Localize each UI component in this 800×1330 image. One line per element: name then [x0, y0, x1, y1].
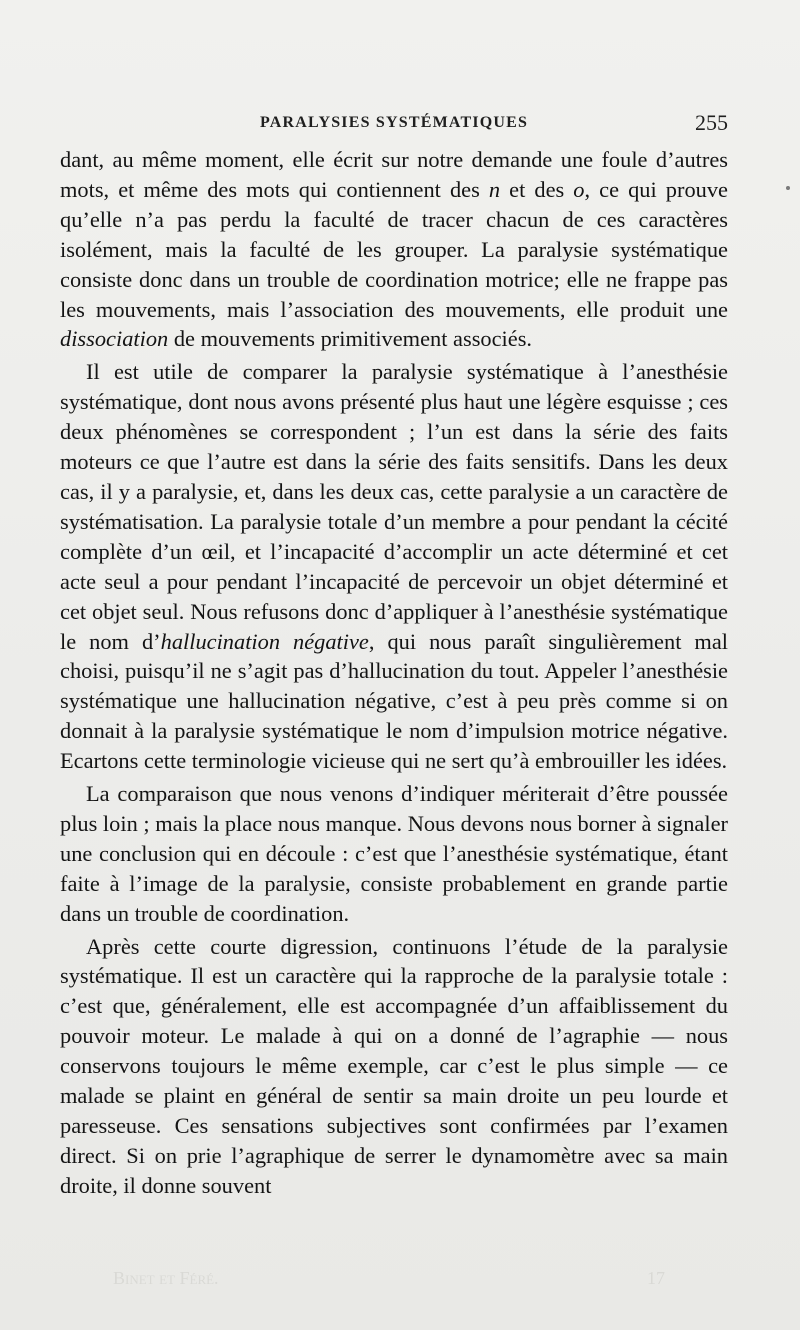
paragraph-2	[60, 357, 728, 776]
italic-letter-o: o	[573, 176, 585, 202]
paragraph-1-part-b: et des	[500, 176, 574, 202]
bleed-through-signature	[105, 1268, 665, 1290]
paragraph-4: Après cette courte digression, continuons l’étude de la paralysie systématique. Il est un caractère qui la rapproche de la paralysie totale : c’est que, généralement, elle est accompagnée d’un affaiblissement du pouvoir moteur. Le malade à qui on a donné de l’agraphie — nous conservons toujours le même exemple, car c’est le plus simple — ce malade se plaint en général de sentir sa main droite un peu lourde et paresseuse. Ces sensations subjectives sont confirmées par l’examen direct. Si on prie l’agraphique de serrer le dynamomètre avec sa main droite, il donne souvent	[60, 933, 728, 1198]
italic-letter-n: n	[488, 176, 501, 202]
page-header	[60, 110, 728, 140]
paragraph-2-part-b: , qui nous paraît singulièrement mal choisi, puisqu’il ne s’agit pas d’hallucination du tout. Appeler l’anesthésie systématique une hallucination négative, c’est à peu près comme si on donnait à la paralysie systématique le nom d’impulsion motrice négative. Ecartons cette terminologie vicieuse qui ne sert qu’à embrouiller les idées.	[60, 628, 728, 774]
paragraph-1-part-a: dant, au même moment, elle écrit sur notre demande une foule d’autres mots, et même des mots qui contiennent des	[60, 147, 728, 202]
bleed-signature-author: Binet et Féré.	[113, 1268, 219, 1288]
body-text	[60, 145, 728, 1201]
bleed-signature-number: 17	[647, 1268, 665, 1288]
paragraph-2-part-a: Il est utile de comparer la paralysie systématique à l’anesthésie systématique, dont nous avons présenté plus haut une légère esquisse ; ces deux phénomènes se correspondent ; l’un est dans la série des faits moteurs ce que l’autre est dans la série des faits sensitifs. Dans les deux cas, il y a paralysie, et, dans les deux cas, cette paralysie a un caractère de systématisation. La paralysie totale d’un membre a pour pendant la cécité complète d’un œil, et l’incapacité d’accomplir un acte déterminé et cet acte seul a pour pendant l’incapacité de percevoir un objet déterminé et cet objet seul. Nous refusons donc d’appliquer à l’anesthésie systématique le nom d’	[60, 359, 728, 654]
paragraph-1	[60, 145, 728, 354]
running-title: PARALYSIES SYSTÉMATIQUES	[260, 114, 529, 131]
italic-dissociation: dissociation	[60, 326, 169, 352]
paragraph-3: La comparaison que nous venons d’indiquer mériterait d’être poussée plus loin ; mais la place nous manque. Nous devons nous borner à signaler une conclusion qui en découle : c’est que l’anesthésie systématique, étant faite à l’image de la paralysie, consiste probablement en grande partie dans un trouble de coordination.	[60, 781, 728, 926]
paragraph-1-part-d: de mouvements primitivement associés.	[168, 326, 533, 352]
margin-mark	[786, 186, 790, 190]
italic-hallucination-negative: hallucination négative	[160, 628, 369, 654]
paragraph-1-part-c: , ce qui prouve qu’elle n’a pas perdu la faculté de tracer chacun de ces caractères isolément, mais la faculté de les grouper. La paralysie systématique consiste donc dans un trouble de coordination motrice; elle ne frappe pas les mouvements, mais l’association des mouvements, elle produit une	[60, 176, 728, 322]
page-number: 255	[695, 110, 728, 135]
